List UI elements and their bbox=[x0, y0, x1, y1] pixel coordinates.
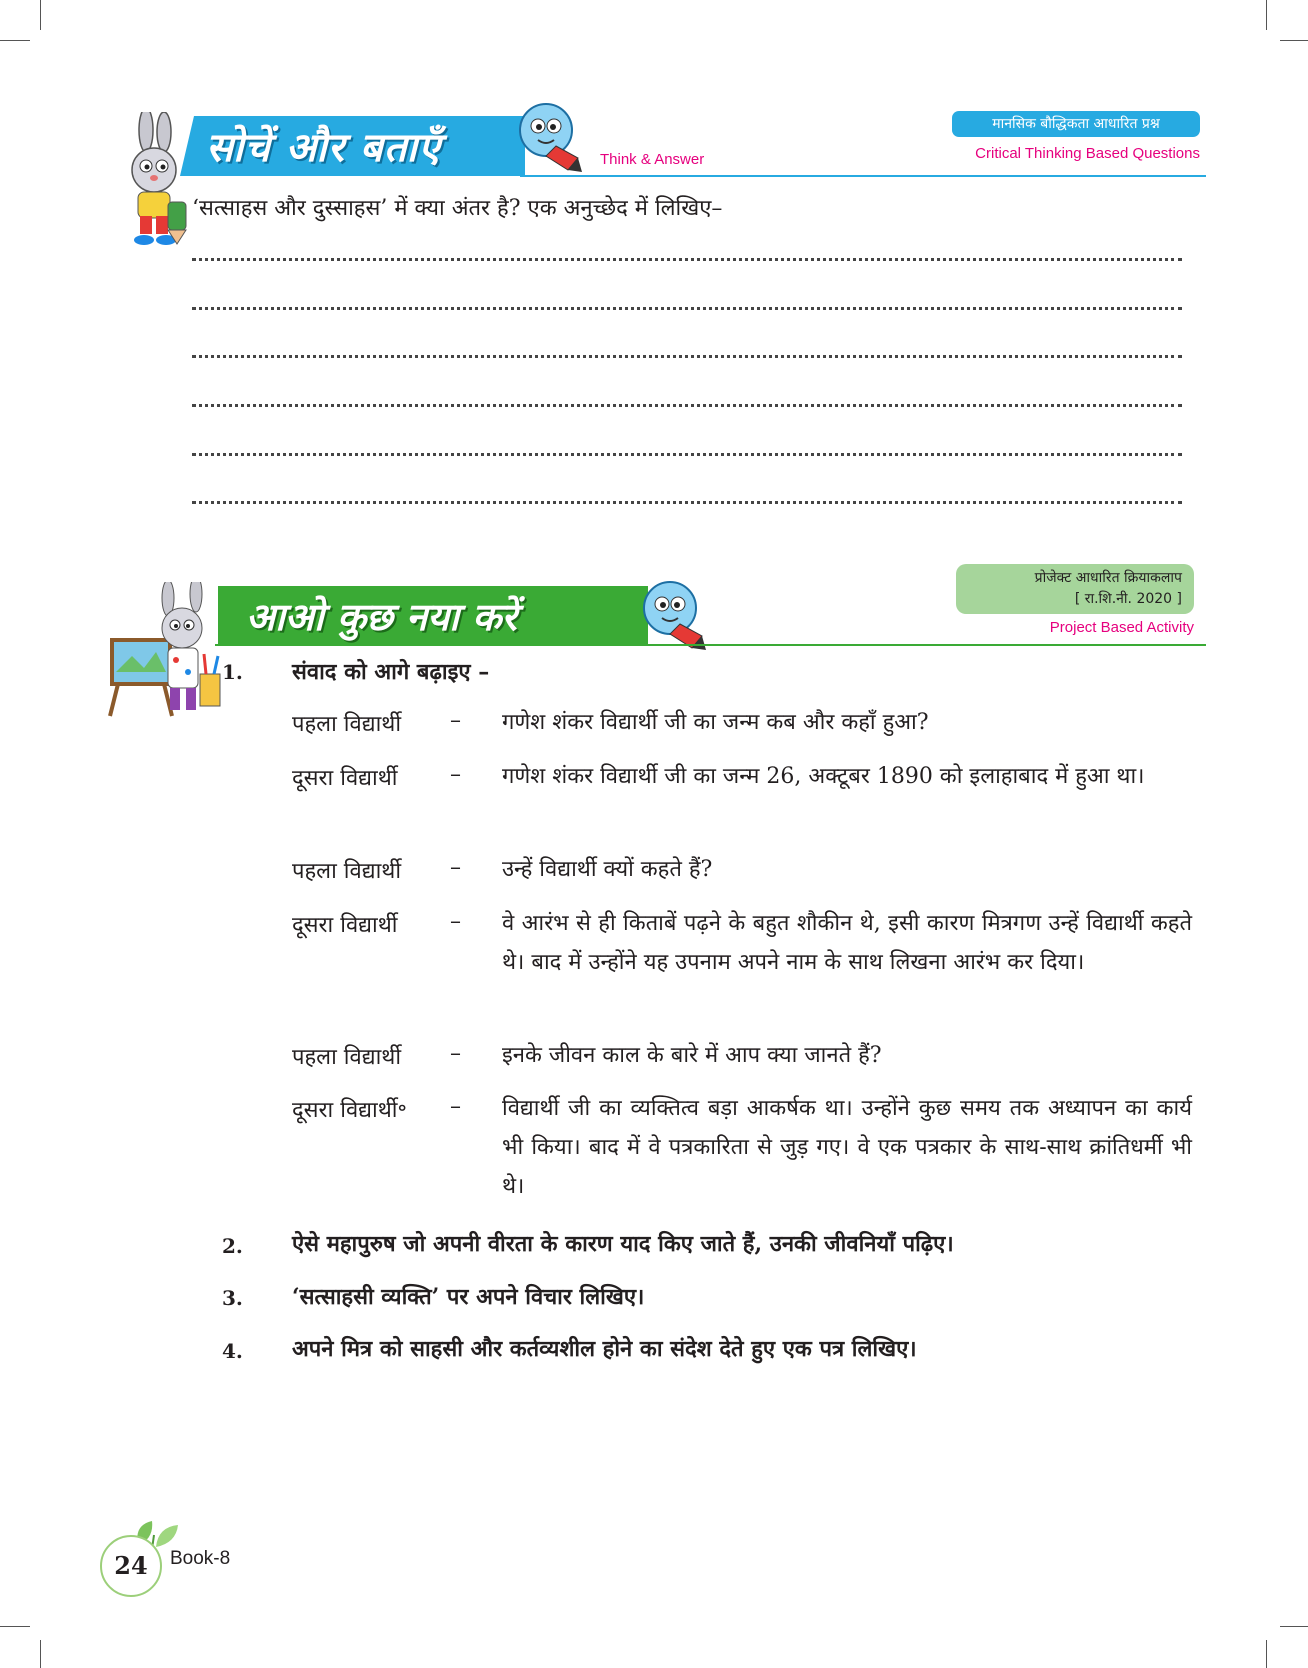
book-name: Book-8 bbox=[170, 1548, 231, 1569]
project-banner-title: आओ कुछ नया करें bbox=[246, 595, 517, 639]
dialogue-text: गणेश शंकर विद्यार्थी जी का जन्म 26, अक्टूबर 1890 को इलाहाबाद में हुआ था। bbox=[502, 764, 1145, 789]
page-number: 24 bbox=[100, 1535, 162, 1597]
think-answer-subtitle: Think & Answer bbox=[600, 151, 705, 168]
dialogue-speaker: दूसरा विद्यार्थी॰ bbox=[292, 1098, 407, 1123]
rabbit-illustration bbox=[108, 112, 198, 257]
dialogue-speaker: पहला विद्यार्थी bbox=[292, 712, 402, 737]
crop-mark bbox=[0, 40, 30, 41]
item-number: 4. bbox=[222, 1339, 243, 1363]
dialogue-dash: – bbox=[450, 909, 461, 934]
dialogue-text: उन्हें विद्यार्थी क्यों कहते हैं? bbox=[502, 857, 713, 882]
crop-mark bbox=[40, 1640, 41, 1668]
dialogue-dash: – bbox=[450, 708, 461, 733]
crop-mark bbox=[1280, 1626, 1308, 1627]
crop-mark bbox=[0, 1626, 30, 1627]
crop-mark bbox=[40, 0, 41, 30]
critical-thinking-tag: मानसिक बौद्धिकता आधारित प्रश्न bbox=[952, 111, 1200, 137]
section-divider bbox=[215, 644, 1206, 646]
answer-line bbox=[192, 404, 1182, 407]
answer-line bbox=[192, 355, 1182, 358]
dialogue-speaker: दूसरा विद्यार्थी bbox=[292, 913, 398, 938]
dialogue-text: इनके जीवन काल के बारे में आप क्या जानते हैं? bbox=[502, 1043, 882, 1068]
dialogue-dash: – bbox=[450, 762, 461, 787]
dialogue-dash: – bbox=[450, 1041, 461, 1066]
answer-line bbox=[192, 501, 1182, 504]
pencil-mascot-icon bbox=[516, 100, 584, 175]
item-number: 1. bbox=[222, 660, 243, 684]
critical-thinking-subtitle: Critical Thinking Based Questions bbox=[975, 145, 1200, 162]
dialogue-speaker: पहला विद्यार्थी bbox=[292, 859, 402, 884]
dialogue-text: गणेश शंकर विद्यार्थी जी का जन्म कब और कहाँ हुआ? bbox=[502, 710, 929, 735]
crop-mark bbox=[1266, 0, 1267, 30]
dialogue-dash: – bbox=[450, 855, 461, 880]
question-text: ‘सत्साहस और दुस्साहस’ में क्या अंतर है? एक अनुच्छेद में लिखिए– bbox=[192, 196, 723, 221]
section-divider bbox=[520, 175, 1206, 177]
dialogue-text: वे आरंभ से ही किताबें पढ़ने के बहुत शौकीन थे, इसी कारण मित्रगण उन्हें विद्यार्थी कहते थे। बाद में उन्होंने यह उपनाम अपने नाम के साथ लिखना आरंभ कर दिया। bbox=[502, 911, 1192, 975]
pencil-mascot-icon bbox=[640, 578, 708, 653]
item-number: 2. bbox=[222, 1234, 243, 1258]
item-text: ‘सत्साहसी व्यक्ति’ पर अपने विचार लिखिए। bbox=[292, 1284, 645, 1310]
dialogue-text: विद्यार्थी जी का व्यक्तित्व बड़ा आकर्षक था। उन्होंने कुछ समय तक अध्यापन का कार्य भी किया। बाद में वे पत्रकारिता से जुड़ गए। वे एक पत्रकार के साथ-साथ क्रांतिधर्मी भी थे। bbox=[502, 1096, 1192, 1199]
crop-mark bbox=[1280, 40, 1308, 41]
answer-line bbox=[192, 258, 1182, 261]
think-answer-title: सोचें और बताएँ bbox=[206, 125, 442, 171]
project-activity-tag bbox=[956, 564, 1194, 614]
dialogue-speaker: पहला विद्यार्थी bbox=[292, 1045, 402, 1070]
project-activity-tag-line2: [ रा.शि.नी. 2020 ] bbox=[1074, 591, 1182, 607]
answer-line bbox=[192, 307, 1182, 310]
project-activity-subtitle: Project Based Activity bbox=[1049, 619, 1194, 636]
dialogue-speaker: दूसरा विद्यार्थी bbox=[292, 766, 398, 791]
rabbit-painter-illustration bbox=[108, 582, 226, 722]
item-text: ऐसे महापुरुष जो अपनी वीरता के कारण याद किए जाते हैं, उनकी जीवनियाँ पढ़िए। bbox=[292, 1231, 954, 1257]
dialogue-dash: – bbox=[450, 1094, 461, 1119]
item-text: अपने मित्र को साहसी और कर्तव्यशील होने का संदेश देते हुए एक पत्र लिखिए। bbox=[292, 1336, 917, 1362]
answer-line bbox=[192, 453, 1182, 456]
item-number: 3. bbox=[222, 1286, 243, 1310]
crop-mark bbox=[1266, 1640, 1267, 1668]
item-heading: संवाद को आगे बढ़ाइए – bbox=[292, 659, 490, 685]
project-activity-tag-line1: प्रोजेक्ट आधारित क्रियाकलाप bbox=[1034, 570, 1182, 586]
